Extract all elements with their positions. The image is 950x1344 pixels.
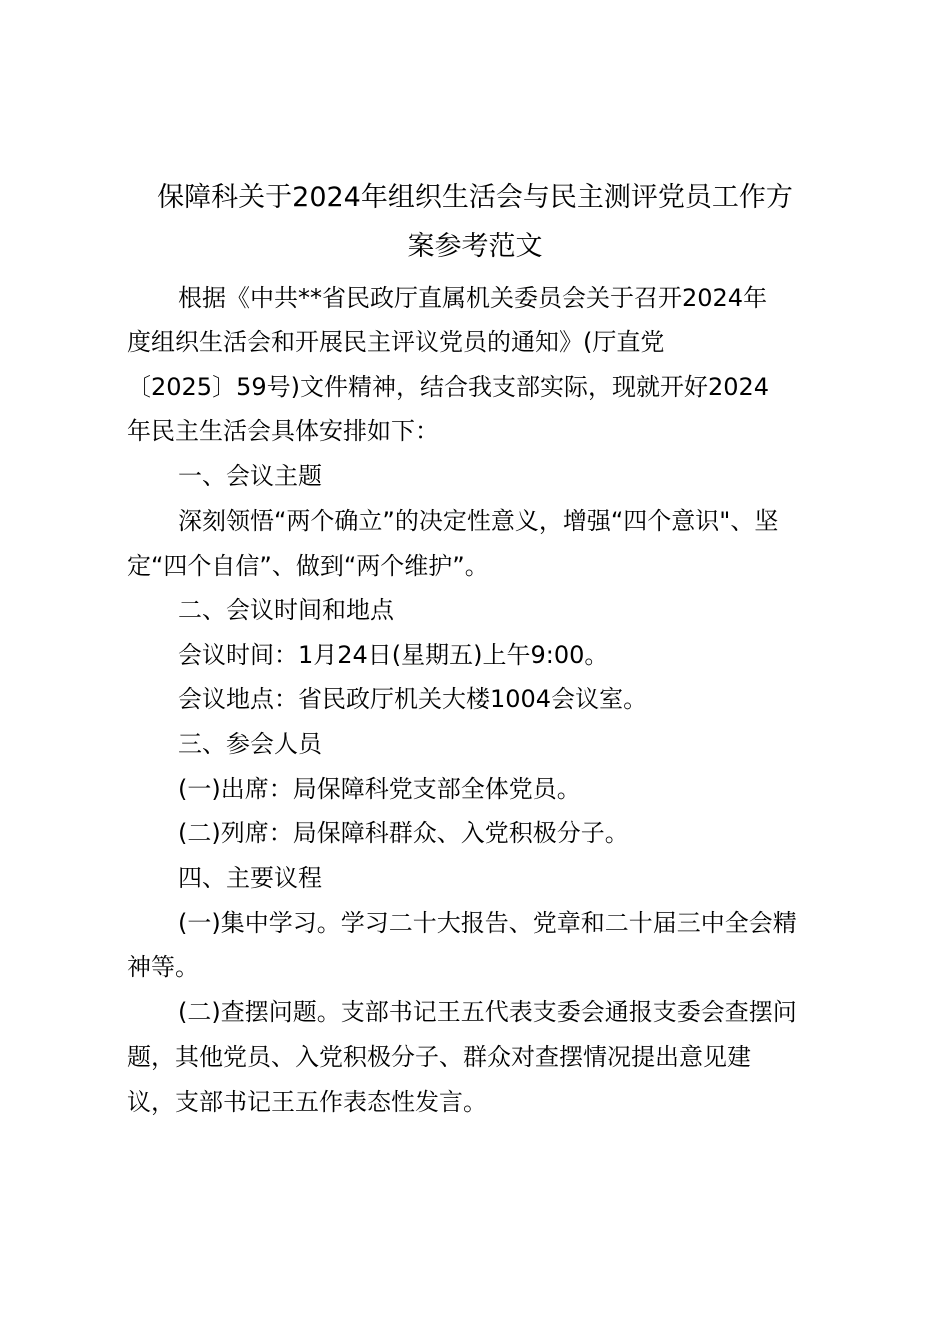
section-2-heading: 二、会议时间和地点 [178,596,394,624]
document-title-line-2: 案参考范文 [407,231,543,262]
agenda-item-1-line-2: 神等。 [127,953,199,981]
agenda-item-1-line-1: (一)集中学习。学习二十大报告、党章和二十届三中全会精 [178,909,797,937]
section-4-heading: 四、主要议程 [178,864,322,892]
section-1-heading: 一、会议主题 [178,462,322,490]
intro-paragraph-line-3: 〔2025〕59号)文件精神，结合我支部实际，现就开好2024 [127,373,770,401]
section-3-heading: 三、参会人员 [178,730,322,758]
meeting-place: 会议地点：省民政厅机关大楼1004会议室。 [178,685,648,713]
intro-paragraph-line-4: 年民主生活会具体安排如下： [127,417,439,445]
intro-paragraph-line-2: 度组织生活会和开展民主评议党员的通知》(厅直党 [127,328,665,356]
section-1-paragraph-line-1: 深刻领悟“两个确立”的决定性意义，增强“四个意识"、坚 [178,507,779,535]
intro-paragraph-line-1: 根据《中共**省民政厅直属机关委员会关于召开2024年 [178,284,768,312]
agenda-item-2-line-1: (二)查摆问题。支部书记王五代表支委会通报支委会查摆问 [178,998,797,1026]
agenda-item-2-line-3: 议，支部书记王五作表态性发言。 [127,1088,487,1116]
document-title-line-1: 保障科关于2024年组织生活会与民主测评党员工作方 [157,182,793,213]
attendees-present: (一)出席：局保障科党支部全体党员。 [178,775,581,803]
attendees-observing: (二)列席：局保障科群众、入党积极分子。 [178,819,629,847]
agenda-item-2-line-2: 题，其他党员、入党积极分子、群众对查摆情况提出意见建 [127,1043,751,1071]
section-1-paragraph-line-2: 定“四个自信”、做到“两个维护”。 [127,552,489,580]
meeting-time: 会议时间：1月24日(星期五)上午9:00。 [178,641,609,669]
